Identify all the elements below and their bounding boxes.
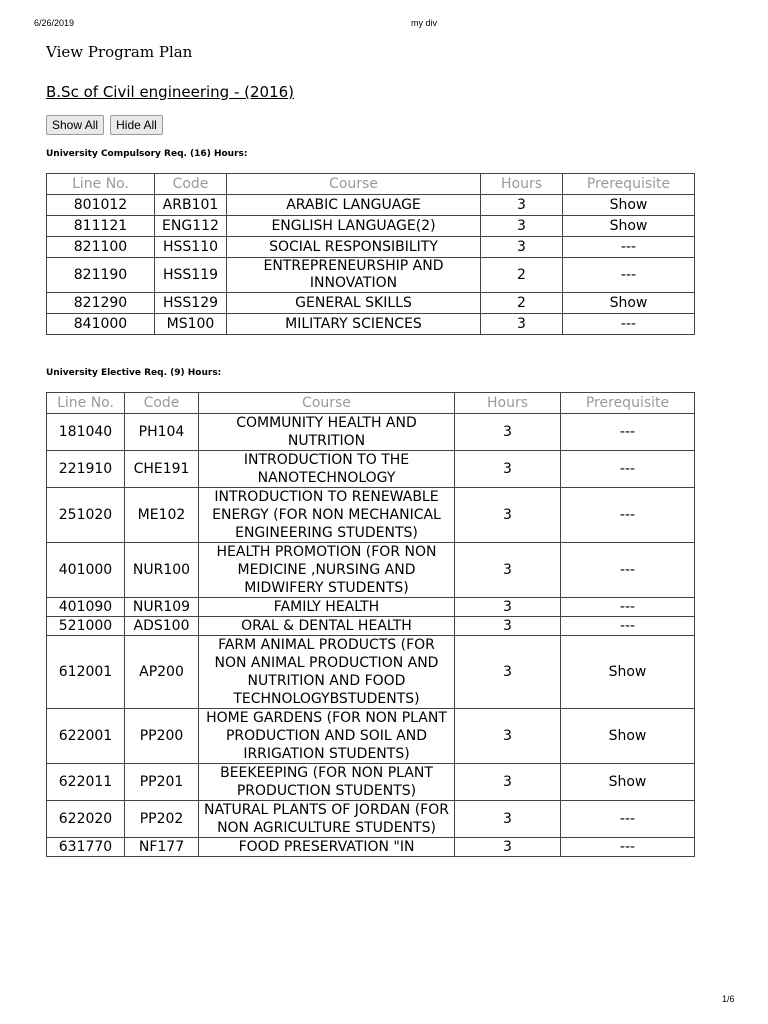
elective-section-title: University Elective Req. (9) Hours: <box>46 368 222 378</box>
cell-hours: 3 <box>455 838 561 857</box>
column-header-prerequisite: Prerequisite <box>563 174 695 195</box>
compulsory-courses-table <box>46 173 695 335</box>
hide-all-button[interactable]: Hide All <box>110 115 163 135</box>
cell-code: HSS129 <box>155 293 227 314</box>
cell-prerequisite: --- <box>563 314 695 335</box>
cell-hours: 3 <box>481 195 563 216</box>
cell-course: INTRODUCTION TO THE NANOTECHNOLOGY <box>199 451 455 488</box>
cell-prerequisite: --- <box>561 838 695 857</box>
table-row <box>47 293 695 314</box>
cell-course: MILITARY SCIENCES <box>227 314 481 335</box>
cell-code: PP200 <box>125 709 199 764</box>
cell-line-no: 811121 <box>47 216 155 237</box>
page-number: 1/6 <box>722 994 735 1004</box>
cell-line-no: 622001 <box>47 709 125 764</box>
cell-code: PP201 <box>125 764 199 801</box>
table-row <box>47 451 695 488</box>
cell-prerequisite: --- <box>561 598 695 617</box>
prerequisite-show-link[interactable]: Show <box>563 216 695 237</box>
column-header-course: Course <box>199 393 455 414</box>
cell-prerequisite: --- <box>561 451 695 488</box>
cell-line-no: 841000 <box>47 314 155 335</box>
cell-hours: 3 <box>455 636 561 709</box>
table-row <box>47 414 695 451</box>
cell-course: ARABIC LANGUAGE <box>227 195 481 216</box>
cell-code: ME102 <box>125 488 199 543</box>
toggle-buttons <box>46 114 164 135</box>
table-row <box>47 838 695 857</box>
cell-hours: 3 <box>455 598 561 617</box>
column-header-course: Course <box>227 174 481 195</box>
cell-course: FARM ANIMAL PRODUCTS (FOR NON ANIMAL PRODUCTION AND NUTRITION AND FOOD TECHNOLOGYBSTUDENTS) <box>199 636 455 709</box>
cell-course: FOOD PRESERVATION "IN <box>199 838 455 857</box>
program-link[interactable]: B.Sc of Civil engineering - (2016) <box>46 83 295 101</box>
table-header-row <box>47 393 695 414</box>
cell-line-no: 401090 <box>47 598 125 617</box>
cell-prerequisite: --- <box>561 617 695 636</box>
cell-course: SOCIAL RESPONSIBILITY <box>227 237 481 258</box>
table-row <box>47 258 695 293</box>
cell-line-no: 521000 <box>47 617 125 636</box>
cell-course: NATURAL PLANTS OF JORDAN (FOR NON AGRICULTURE STUDENTS) <box>199 801 455 838</box>
cell-code: ENG112 <box>155 216 227 237</box>
column-header-line-no: Line No. <box>47 393 125 414</box>
table-row <box>47 801 695 838</box>
table-row <box>47 598 695 617</box>
cell-prerequisite: --- <box>561 543 695 598</box>
cell-line-no: 631770 <box>47 838 125 857</box>
cell-line-no: 251020 <box>47 488 125 543</box>
table-row <box>47 237 695 258</box>
cell-hours: 3 <box>455 617 561 636</box>
cell-course: HEALTH PROMOTION (FOR NON MEDICINE ,NURSING AND MIDWIFERY STUDENTS) <box>199 543 455 598</box>
cell-hours: 3 <box>455 488 561 543</box>
cell-line-no: 612001 <box>47 636 125 709</box>
cell-code: CHE191 <box>125 451 199 488</box>
column-header-hours: Hours <box>481 174 563 195</box>
cell-hours: 3 <box>455 709 561 764</box>
cell-hours: 3 <box>455 451 561 488</box>
cell-hours: 2 <box>481 293 563 314</box>
cell-code: ADS100 <box>125 617 199 636</box>
column-header-prerequisite: Prerequisite <box>561 393 695 414</box>
table-row <box>47 764 695 801</box>
cell-code: PP202 <box>125 801 199 838</box>
cell-code: PH104 <box>125 414 199 451</box>
column-header-code: Code <box>155 174 227 195</box>
cell-hours: 2 <box>481 258 563 293</box>
cell-course: HOME GARDENS (FOR NON PLANT PRODUCTION AND SOIL AND IRRIGATION STUDENTS) <box>199 709 455 764</box>
cell-hours: 3 <box>481 237 563 258</box>
cell-hours: 3 <box>481 314 563 335</box>
cell-line-no: 401000 <box>47 543 125 598</box>
cell-code: HSS119 <box>155 258 227 293</box>
prerequisite-show-link[interactable]: Show <box>561 764 695 801</box>
table-row <box>47 216 695 237</box>
cell-course: ENTREPRENEURSHIP AND INNOVATION <box>227 258 481 293</box>
cell-hours: 3 <box>455 764 561 801</box>
cell-prerequisite: --- <box>561 414 695 451</box>
cell-prerequisite: --- <box>561 488 695 543</box>
table-row <box>47 314 695 335</box>
table-row <box>47 195 695 216</box>
table-row <box>47 543 695 598</box>
cell-code: AP200 <box>125 636 199 709</box>
cell-course: COMMUNITY HEALTH AND NUTRITION <box>199 414 455 451</box>
cell-line-no: 821190 <box>47 258 155 293</box>
table-row <box>47 488 695 543</box>
cell-prerequisite: --- <box>563 258 695 293</box>
cell-course: GENERAL SKILLS <box>227 293 481 314</box>
table-row <box>47 617 695 636</box>
cell-line-no: 221910 <box>47 451 125 488</box>
cell-code: NUR100 <box>125 543 199 598</box>
cell-hours: 3 <box>455 414 561 451</box>
table-header-row <box>47 174 695 195</box>
cell-prerequisite: --- <box>563 237 695 258</box>
cell-line-no: 801012 <box>47 195 155 216</box>
print-title: my div <box>411 18 438 28</box>
column-header-code: Code <box>125 393 199 414</box>
cell-line-no: 821100 <box>47 237 155 258</box>
prerequisite-show-link[interactable]: Show <box>561 636 695 709</box>
column-header-line-no: Line No. <box>47 174 155 195</box>
cell-course: FAMILY HEALTH <box>199 598 455 617</box>
cell-line-no: 622011 <box>47 764 125 801</box>
table-row <box>47 636 695 709</box>
print-date: 6/26/2019 <box>34 18 75 28</box>
cell-hours: 3 <box>481 216 563 237</box>
cell-hours: 3 <box>455 543 561 598</box>
cell-line-no: 821290 <box>47 293 155 314</box>
prerequisite-show-link[interactable]: Show <box>561 709 695 764</box>
table-row <box>47 709 695 764</box>
cell-prerequisite: --- <box>561 801 695 838</box>
elective-courses-table <box>46 392 695 857</box>
cell-code: HSS110 <box>155 237 227 258</box>
cell-line-no: 181040 <box>47 414 125 451</box>
cell-line-no: 622020 <box>47 801 125 838</box>
page-heading: View Program Plan <box>46 43 193 61</box>
cell-course: INTRODUCTION TO RENEWABLE ENERGY (FOR NON MECHANICAL ENGINEERING STUDENTS) <box>199 488 455 543</box>
cell-course: BEEKEEPING (FOR NON PLANT PRODUCTION STUDENTS) <box>199 764 455 801</box>
show-all-button[interactable]: Show All <box>46 115 104 135</box>
cell-code: MS100 <box>155 314 227 335</box>
cell-code: ARB101 <box>155 195 227 216</box>
prerequisite-show-link[interactable]: Show <box>563 195 695 216</box>
cell-course: ORAL & DENTAL HEALTH <box>199 617 455 636</box>
compulsory-section-title: University Compulsory Req. (16) Hours: <box>46 149 248 159</box>
cell-course: ENGLISH LANGUAGE(2) <box>227 216 481 237</box>
cell-code: NUR109 <box>125 598 199 617</box>
cell-code: NF177 <box>125 838 199 857</box>
cell-hours: 3 <box>455 801 561 838</box>
column-header-hours: Hours <box>455 393 561 414</box>
prerequisite-show-link[interactable]: Show <box>563 293 695 314</box>
